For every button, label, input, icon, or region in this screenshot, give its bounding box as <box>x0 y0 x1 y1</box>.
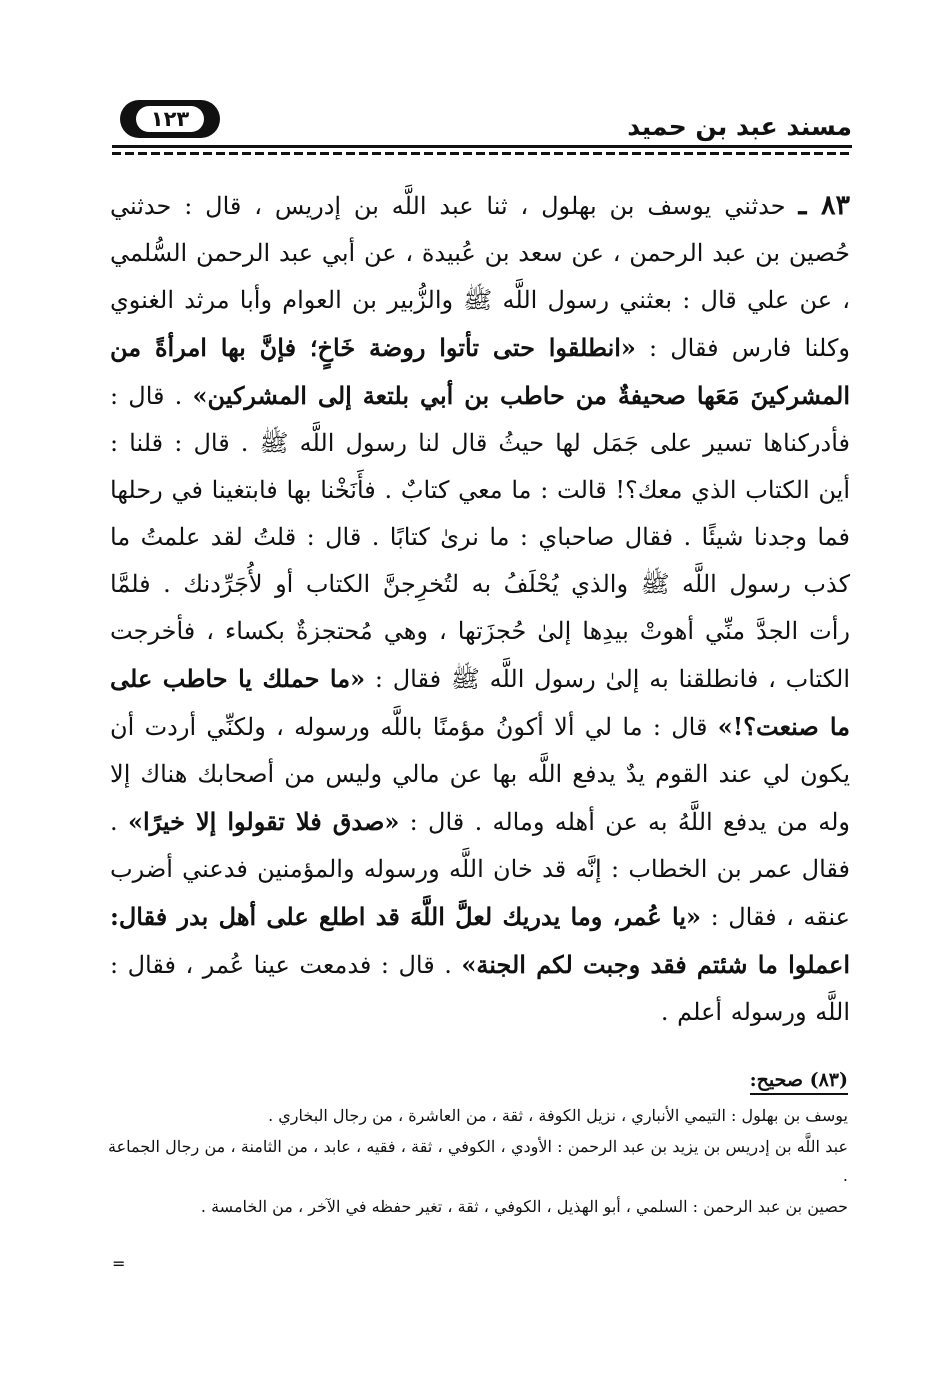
footnote-heading: (٨٣) صحيح: <box>750 1067 848 1095</box>
hadith-segment: . قال : فأدركناها تسير على جَمَل لها حيثُ قال لنا رسول اللَّه ﷺ . قال : قلنا : أين الكتاب الذي معك؟! قالت : ما معي كتابٌ . فأَنَخْنا بها فابتغينا في رحلها فما وجدنا شيئًا . فقال صاحباي : ما نرىٰ كتابًا . قال : قلتُ لقد علمتُ ما كذب رسول اللَّه ﷺ والذي يُحْلَفُ به لتُخرِجنَّ الكتاب أو لأُجَرِّدنك . فلمَّا رأت الجدَّ منِّي أهوتْ بيدِها إلىٰ حُجزَتها ، وهي مُحتجزةٌ بكساء ، فأخرجت الكتاب ، فانطلقنا به إلىٰ رسول اللَّه ﷺ فقال : <box>110 382 850 693</box>
hadith-segment: قال : ما لي ألا أكونُ مؤمنًا باللَّه ورسوله ، ولكنِّي أردت أن يكون لي عند القوم يدٌ يدفع اللَّه بها عن مالي وليس من أصحابك هناك إلا وله من يدفع اللَّهُ به عن أهله وماله . قال : <box>110 713 850 836</box>
header-rule <box>112 145 852 148</box>
footnote-entry: عبد اللَّه بن إدريس بن يزيد بن عبد الرحمن : الأودي ، الكوفي ، ثقة ، فقيه ، عابد ، من الثامنة ، من رجال الجماعة . <box>108 1137 848 1185</box>
page-header <box>112 96 852 156</box>
hadith-segment: حدثني يوسف بن بهلول ، ثنا عبد اللَّه بن إدريس ، قال : حدثني حُصين بن عبد الرحمن ، عن سعد بن عُبيدة ، عن أبي عبد الرحمن السُّلمي ، عن علي قال : بعثني رسول اللَّه ﷺ والزُّبير بن العوام وأبا مرثد الغنوي وكلنا فارس فقال : <box>110 192 850 362</box>
hadith-paragraph <box>110 182 850 1036</box>
hadith-segment: . فقال عمر بن الخطاب : إنَّه قد خان اللَّه ورسوله والمؤمنين فدعني أضرب عنقه ، فقال : <box>110 808 850 931</box>
footnote-entry: يوسف بن بهلول : التيمي الأنباري ، نزيل الكوفة ، ثقة ، من العاشرة ، من رجال البخاري . <box>268 1106 848 1125</box>
header-dashed-rule <box>112 152 852 155</box>
hadith-quote: «ما حملك يا حاطب على ما صنعت؟!» <box>110 664 850 741</box>
hadith-number: ٨٣ ـ <box>798 190 851 221</box>
book-title: مسند عبد بن حميد <box>627 112 852 141</box>
footnotes <box>108 1066 848 1223</box>
hadith-quote: «صدق فلا تقولوا إلا خيرًا» <box>127 807 400 836</box>
page-number-badge <box>120 100 220 138</box>
page-number: ١٢٣ <box>136 106 204 132</box>
continuation-mark: = <box>112 1254 126 1273</box>
hadith-segment: . قال : فدمعت عينا عُمر ، فقال : اللَّه ورسوله أعلم . <box>110 951 850 1026</box>
hadith-quote: «يا عُمر، وما يدريك لعلَّ اللَّهَ قد اطلع على أهل بدر فقال: اعملوا ما شئتم فقد وجبت لكم الجنة» <box>110 902 851 979</box>
hadith-quote: «انطلقوا حتى تأتوا روضة خَاخٍ؛ فإنَّ بها امرأةً من المشركينَ مَعَها صحيفةٌ من حاطب بن أبي بلتعة إلى المشركين» <box>110 333 850 410</box>
footnote-entry: حصين بن عبد الرحمن : السلمي ، أبو الهذيل ، الكوفي ، ثقة ، تغير حفظه في الآخر ، من الخامسة . <box>200 1197 848 1216</box>
hadith-text <box>110 182 850 1036</box>
